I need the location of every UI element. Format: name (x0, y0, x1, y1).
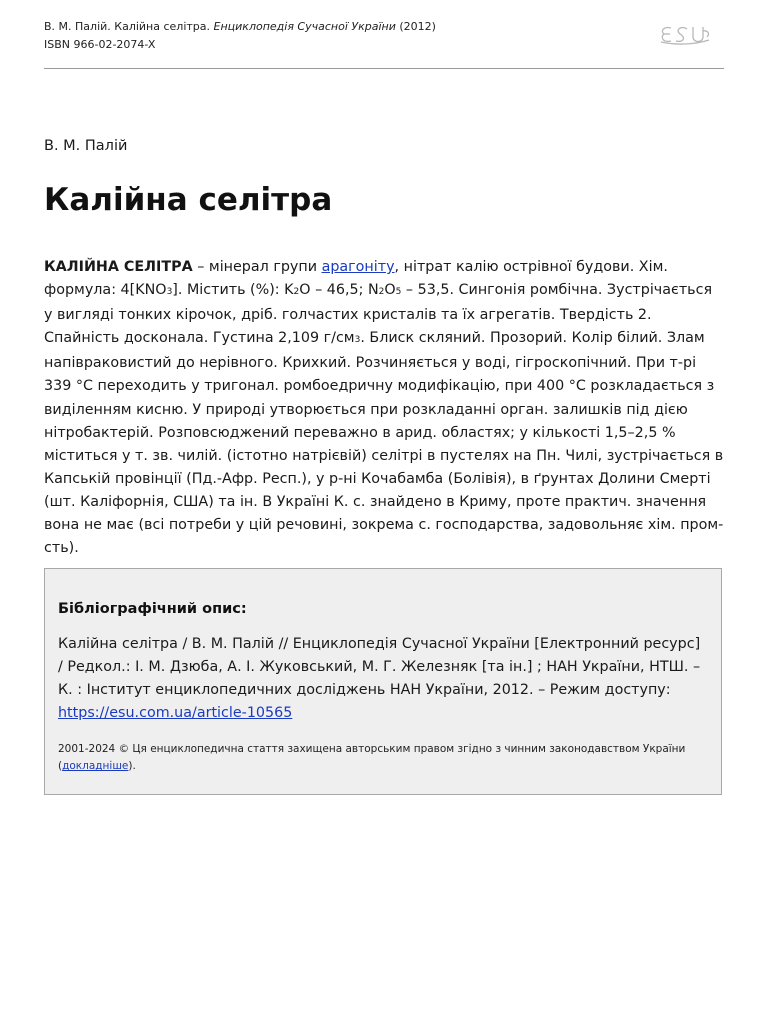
header-citation (44, 18, 724, 36)
bibliography-box (44, 568, 722, 795)
header-isbn: ISBN 966-02-2074-X (44, 38, 156, 51)
article-text-7: . Блиск скляний. Прозорий. Колір білий. Злам напівраковистий до нерівного. Крихкий. Розчиняється у воді, гігроскопічний. При т-рі 339 °С переходить у тригонал. ромбоедричну модифікацію, при 400 °С розкладається з виділенням кисню. У природі утворюється при розкладанні орган. залишків під дією нітробактерій. Розповсюджений переважно в арид. областях; у кількості 1,5–2,5 % міститься у т. зв. чилій. (істотно натрієвій) селітрі в пустелях на Пн. Чилі, зустрічається в Капській провінції (Пд.-Афр. Респ.), у р-ні Кочабамба (Болівія), в ґрунтах Долини Смерті (шт. Каліфорнія, США) та ін. В Україні К. с. знайдено в Криму, проте практич. значення вона не має (всі потреби у цій речовині, зокрема с. господарства, задовольняє хім. пром-сть). (44, 330, 724, 557)
subscript-4: 5 (395, 287, 402, 298)
copyright-end: ). (128, 760, 136, 772)
subscript-2: 2 (293, 287, 300, 298)
header-citation-prefix: В. М. Палій. Калійна селітра. (44, 20, 214, 33)
copyright-notice (58, 741, 708, 775)
header-source-title: Енциклопедія Сучасної України (213, 20, 396, 33)
subscript-3: 2 (378, 287, 385, 298)
article-text-5: O (384, 282, 396, 299)
header-divider (44, 68, 724, 69)
article-title: Калійна селітра (44, 182, 333, 218)
article-text-2: , нітрат калію острівної будови. Хім. формула: 4[KNO (44, 259, 668, 299)
subscript-5: 3 (354, 335, 361, 346)
bibliography-citation (58, 633, 708, 725)
copyright-details-link[interactable]: докладніше (62, 760, 129, 772)
header-year: (2012) (395, 20, 436, 33)
esu-logo-icon (658, 22, 712, 46)
bibliography-heading: Бібліографічний опис: (58, 601, 247, 617)
page-header (44, 18, 724, 68)
copyright-text: 2001-2024 © Ця енциклопедична стаття захищена авторським правом згідно з чинним законодавством України ( (58, 743, 686, 772)
subscript-1: 3 (166, 287, 173, 298)
article-text-3: ]. Містить (%): K (172, 282, 294, 299)
article-url-link[interactable]: https://esu.com.ua/article-10565 (58, 705, 293, 722)
article-term: КАЛІЙНА СЕЛІТРА (44, 259, 193, 275)
aragonite-link[interactable]: арагоніту (321, 259, 395, 275)
article-author: В. М. Палій (44, 138, 128, 154)
article-text-1: – мінерал групи (192, 259, 322, 275)
article-text-6: – 53,5. Сингонія ромбічна. Зустрічається у вигляді тонких кірочок, дріб. голчастих кристалів та їх агрегатів. Твердість 2. Спайність досконала. Густина 2,109 г/см (44, 282, 713, 347)
article-text-4: O – 46,5; N (299, 282, 379, 299)
bibliography-citation-text: Калійна селітра / В. М. Палій // Енциклопедія Сучасної України [Електронний ресурс] / Редкол.: І. М. Дзюба, А. І. Жуковський, М. Г. Железняк [та ін.] ; НАН України, НТШ. – К. : Інститут енциклопедичних досліджень НАН України, 2012. – Режим доступу: (58, 636, 701, 699)
article-body (44, 256, 724, 560)
